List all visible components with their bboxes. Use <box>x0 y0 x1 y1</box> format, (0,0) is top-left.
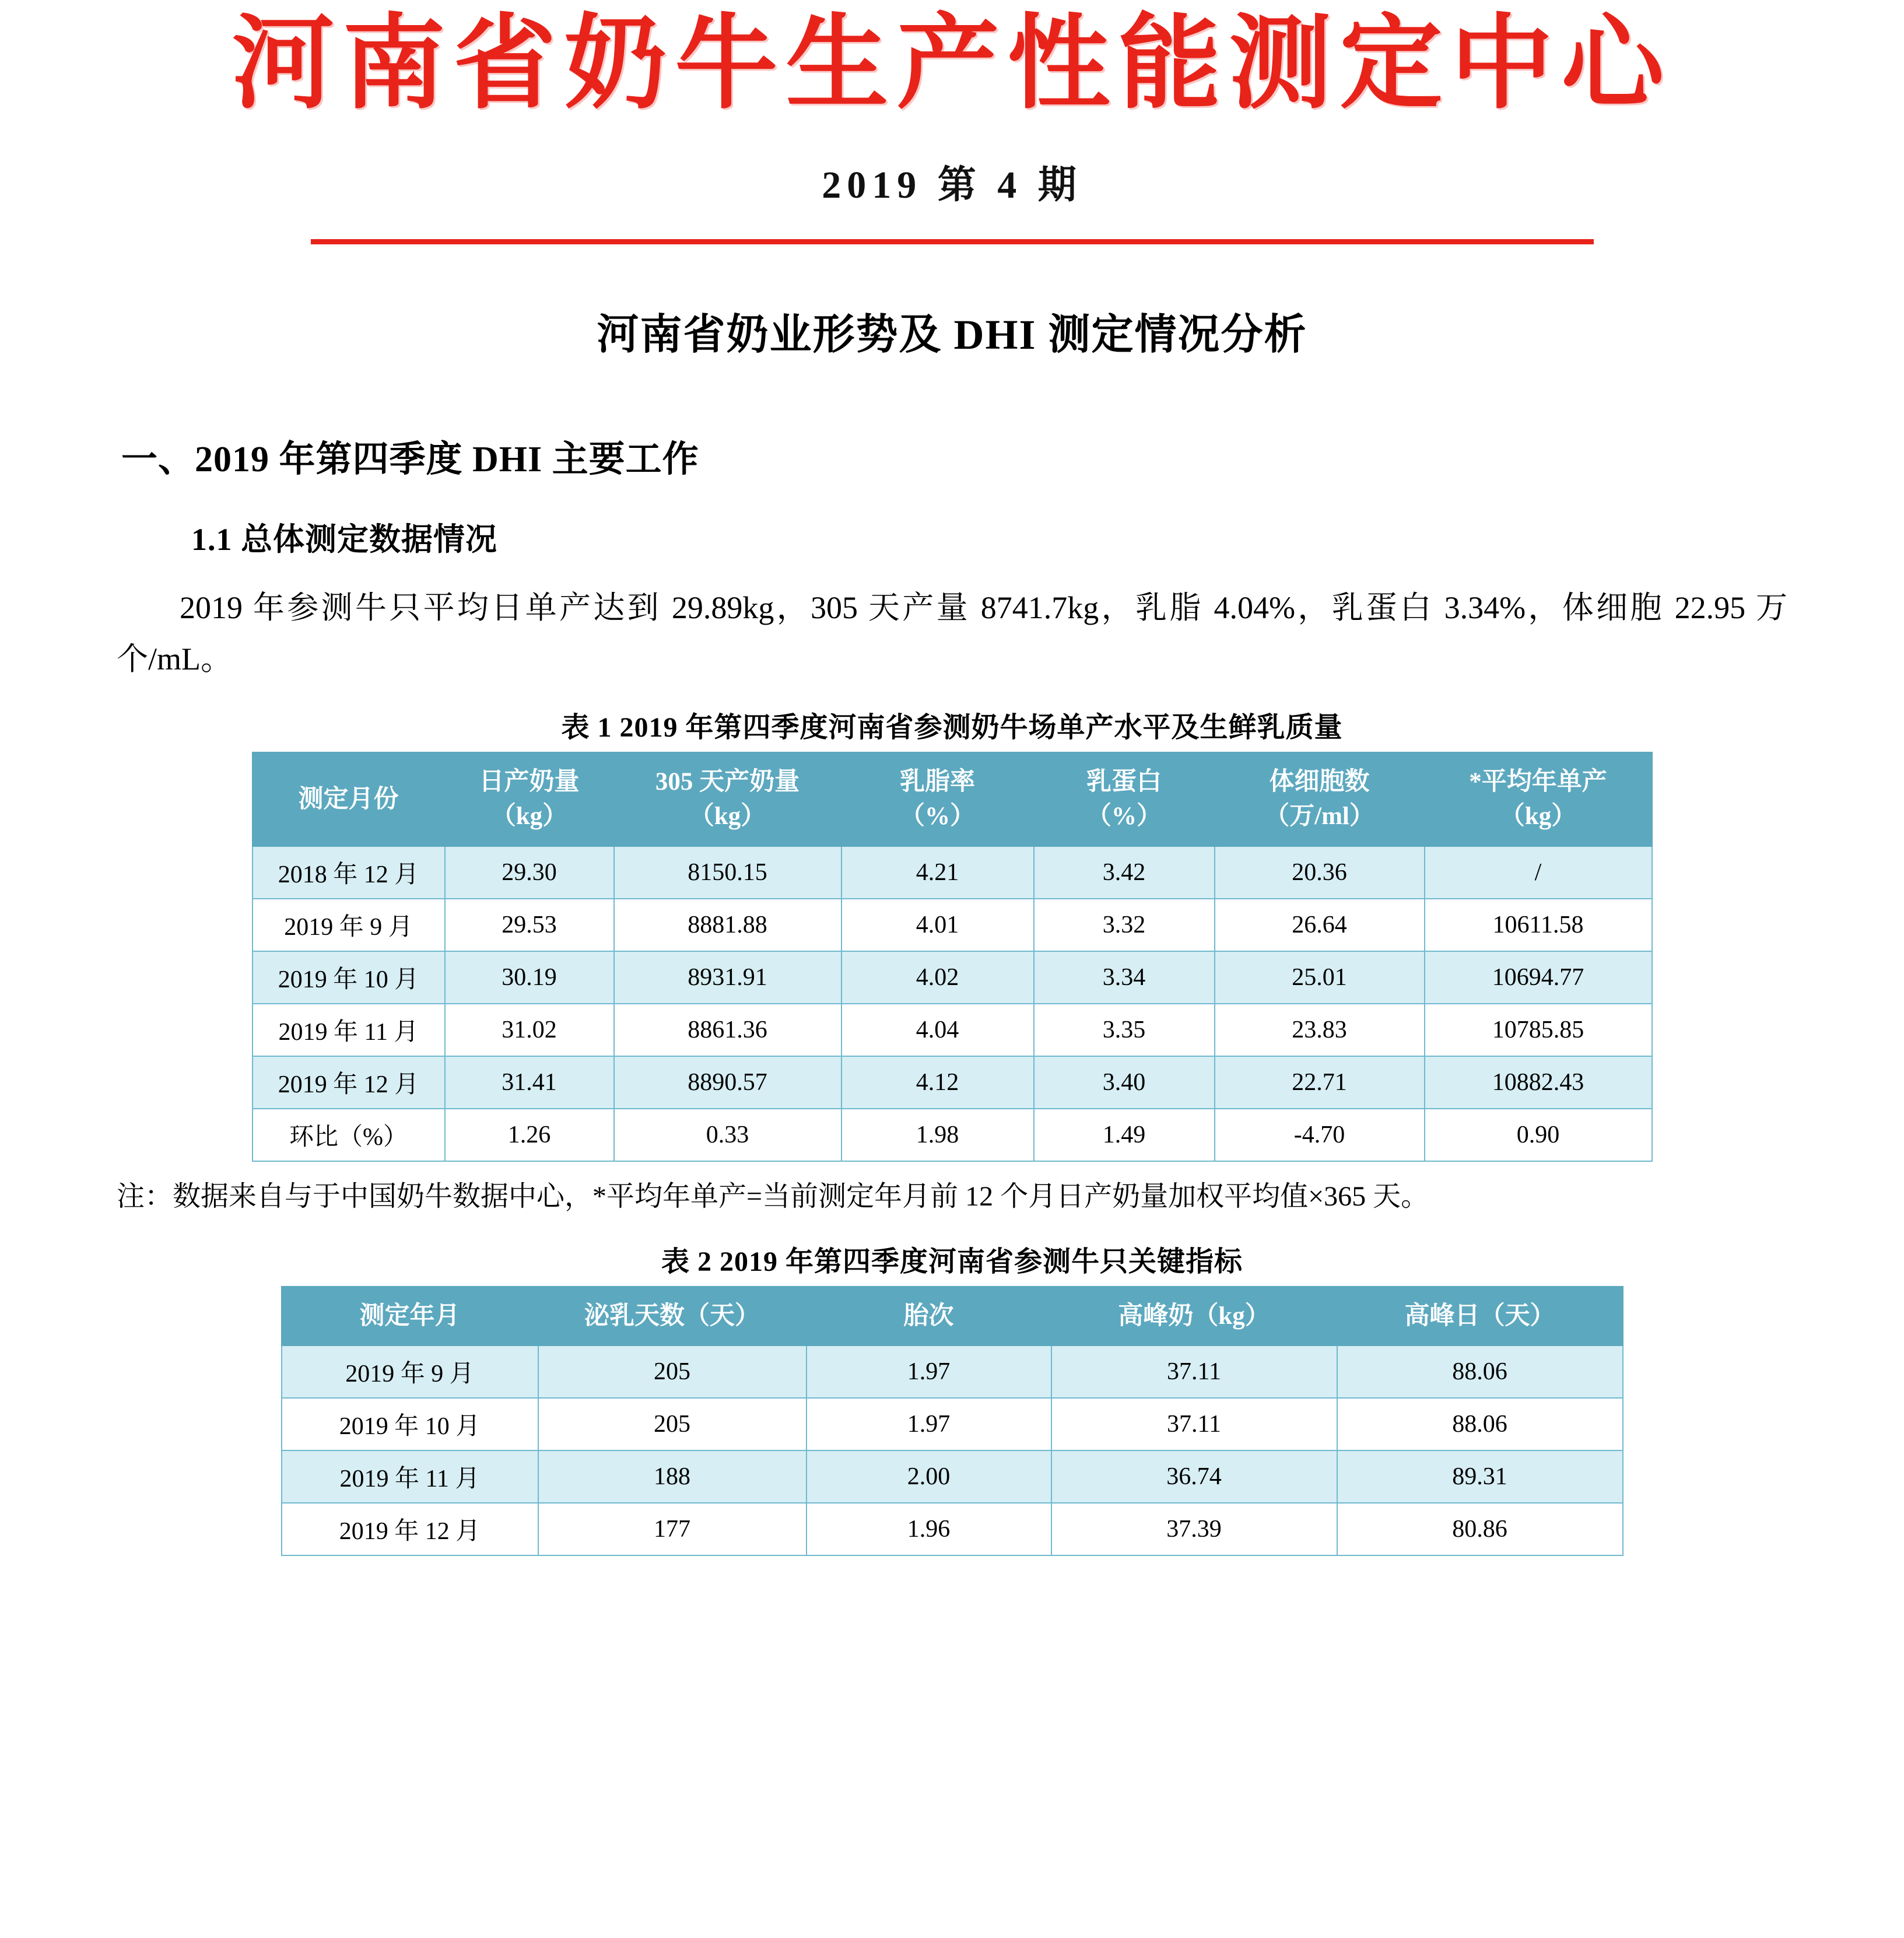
table1-col-fat-line1: 乳脂率 <box>900 768 975 796</box>
table1-col-avg-annual-line1: *平均年单产 <box>1469 768 1607 796</box>
cell: 29.53 <box>445 899 614 951</box>
table2-header-row <box>282 1287 1623 1345</box>
table-row <box>253 1109 1652 1161</box>
table1-col-daily-yield-line1: 日产奶量 <box>479 768 580 796</box>
cell: 10785.85 <box>1425 1004 1652 1056</box>
cell: 4.12 <box>841 1056 1034 1109</box>
table1-col-somatic-cells-line1: 体细胞数 <box>1269 768 1370 796</box>
paragraph-overall-data: 2019 年参测牛只平均日单产达到 29.89kg，305 天产量 8741.7kg，乳脂 4.04%，乳蛋白 3.34%，体细胞 22.95 万个/mL。 <box>117 590 1787 677</box>
table-row <box>253 899 1652 951</box>
cell: 2018 年 12 月 <box>253 846 445 899</box>
cell: 36.74 <box>1051 1450 1337 1503</box>
cell: 31.02 <box>445 1004 614 1056</box>
organization-title: 河南省奶牛生产性能测定中心 <box>232 3 1672 123</box>
cell: 29.30 <box>445 846 614 899</box>
table-row <box>253 1056 1652 1109</box>
cell: 8150.15 <box>614 846 841 899</box>
cell: 2.00 <box>807 1450 1051 1503</box>
cell: 8890.57 <box>614 1056 841 1109</box>
table1-col-avg-annual <box>1425 752 1652 846</box>
table-milk-yield-quality <box>252 752 1653 1162</box>
cell: 80.86 <box>1337 1503 1623 1555</box>
table1-col-305day-yield <box>614 752 841 846</box>
table1-col-fat-line2: （%） <box>900 802 975 830</box>
table2-col-lactation-days: 泌乳天数（天） <box>538 1287 807 1345</box>
cell: 88.06 <box>1337 1345 1623 1398</box>
table1-col-305day-yield-line1: 305 天产奶量 <box>655 768 800 796</box>
cell: 0.90 <box>1425 1109 1652 1161</box>
table1-col-month-line1: 测定月份 <box>298 785 399 813</box>
cell: 1.49 <box>1034 1109 1215 1161</box>
cell: 26.64 <box>1215 899 1425 951</box>
table1-col-daily-yield <box>445 752 614 846</box>
cell: 4.02 <box>841 951 1034 1004</box>
cell: 2019 年 11 月 <box>282 1450 538 1503</box>
cell: 88.06 <box>1337 1398 1623 1450</box>
cell: 1.97 <box>807 1345 1051 1398</box>
cell: 20.36 <box>1215 846 1425 899</box>
cell: 3.35 <box>1034 1004 1215 1056</box>
table2-col-peak-day: 高峰日（天） <box>1337 1287 1623 1345</box>
table-row <box>253 951 1652 1004</box>
table1-col-protein <box>1034 752 1215 846</box>
table1-col-somatic-cells <box>1215 752 1425 846</box>
masthead <box>117 0 1787 244</box>
cell: 3.32 <box>1034 899 1215 951</box>
table1-col-daily-yield-line2: （kg） <box>490 802 568 830</box>
cell: 3.42 <box>1034 846 1215 899</box>
table1-col-fat <box>841 752 1034 846</box>
table1-caption: 表 1 2019 年第四季度河南省参测奶牛场单产水平及生鲜乳质量 <box>561 712 1343 744</box>
cell: 环比（%） <box>253 1109 445 1161</box>
cell: 37.39 <box>1051 1503 1337 1555</box>
table1-col-somatic-cells-line2: （万/ml） <box>1264 802 1374 830</box>
cell: 1.98 <box>841 1109 1034 1161</box>
cell: 10611.58 <box>1425 899 1652 951</box>
cell: 2019 年 10 月 <box>282 1398 538 1450</box>
cell: 205 <box>538 1398 807 1450</box>
table-key-indicators <box>281 1286 1624 1556</box>
table-row <box>282 1398 1623 1450</box>
cell: -4.70 <box>1215 1109 1425 1161</box>
cell: 22.71 <box>1215 1056 1425 1109</box>
table1-col-protein-line1: 乳蛋白 <box>1086 768 1162 796</box>
table-row <box>282 1345 1623 1398</box>
table2-col-parity: 胎次 <box>807 1287 1051 1345</box>
red-divider-rule <box>311 239 1594 244</box>
cell: 10882.43 <box>1425 1056 1652 1109</box>
cell: 205 <box>538 1345 807 1398</box>
cell: 4.21 <box>841 846 1034 899</box>
table1-col-month <box>253 752 445 846</box>
table-row <box>282 1450 1623 1503</box>
cell: 25.01 <box>1215 951 1425 1004</box>
cell: 2019 年 9 月 <box>282 1345 538 1398</box>
issue-number: 2019 第 4 期 <box>822 164 1082 207</box>
table1-header-row <box>253 752 1652 846</box>
table2-col-month: 测定年月 <box>282 1287 538 1345</box>
cell: 37.11 <box>1051 1345 1337 1398</box>
cell: 1.97 <box>807 1398 1051 1450</box>
cell: 1.26 <box>445 1109 614 1161</box>
cell: 10694.77 <box>1425 951 1652 1004</box>
table-row <box>253 846 1652 899</box>
table2-col-peak-milk: 高峰奶（kg） <box>1051 1287 1337 1345</box>
cell: 8931.91 <box>614 951 841 1004</box>
table2-caption: 表 2 2019 年第四季度河南省参测牛只关键指标 <box>661 1246 1243 1277</box>
cell: 8881.88 <box>614 899 841 951</box>
cell: 2019 年 12 月 <box>253 1056 445 1109</box>
cell: 3.40 <box>1034 1056 1215 1109</box>
cell: 31.41 <box>445 1056 614 1109</box>
cell: 37.11 <box>1051 1398 1337 1450</box>
cell: 4.04 <box>841 1004 1034 1056</box>
cell: 177 <box>538 1503 807 1555</box>
table-row <box>253 1004 1652 1056</box>
cell: 89.31 <box>1337 1450 1623 1503</box>
cell: 1.96 <box>807 1503 1051 1555</box>
table1-col-avg-annual-line2: （kg） <box>1499 802 1577 830</box>
subsection-heading-1-1: 1.1 总体测定数据情况 <box>191 522 497 558</box>
cell: 2019 年 9 月 <box>253 899 445 951</box>
table1-col-305day-yield-line2: （kg） <box>689 802 766 830</box>
cell: 0.33 <box>614 1109 841 1161</box>
cell: 2019 年 11 月 <box>253 1004 445 1056</box>
cell: 23.83 <box>1215 1004 1425 1056</box>
cell: / <box>1425 846 1652 899</box>
cell: 8861.36 <box>614 1004 841 1056</box>
table1-col-protein-line2: （%） <box>1086 802 1162 830</box>
table-row <box>282 1503 1623 1555</box>
table1-note: 注：数据来自与于中国奶牛数据中心，*平均年单产=当前测定年月前 12 个月日产奶量加权平均值×365 天。 <box>117 1180 1429 1212</box>
cell: 2019 年 10 月 <box>253 951 445 1004</box>
cell: 2019 年 12 月 <box>282 1503 538 1555</box>
page-title: 河南省奶业形势及 DHI 测定情况分析 <box>597 311 1307 359</box>
cell: 4.01 <box>841 899 1034 951</box>
cell: 188 <box>538 1450 807 1503</box>
cell: 30.19 <box>445 951 614 1004</box>
cell: 3.34 <box>1034 951 1215 1004</box>
section-heading-1: 一、2019 年第四季度 DHI 主要工作 <box>121 440 699 480</box>
